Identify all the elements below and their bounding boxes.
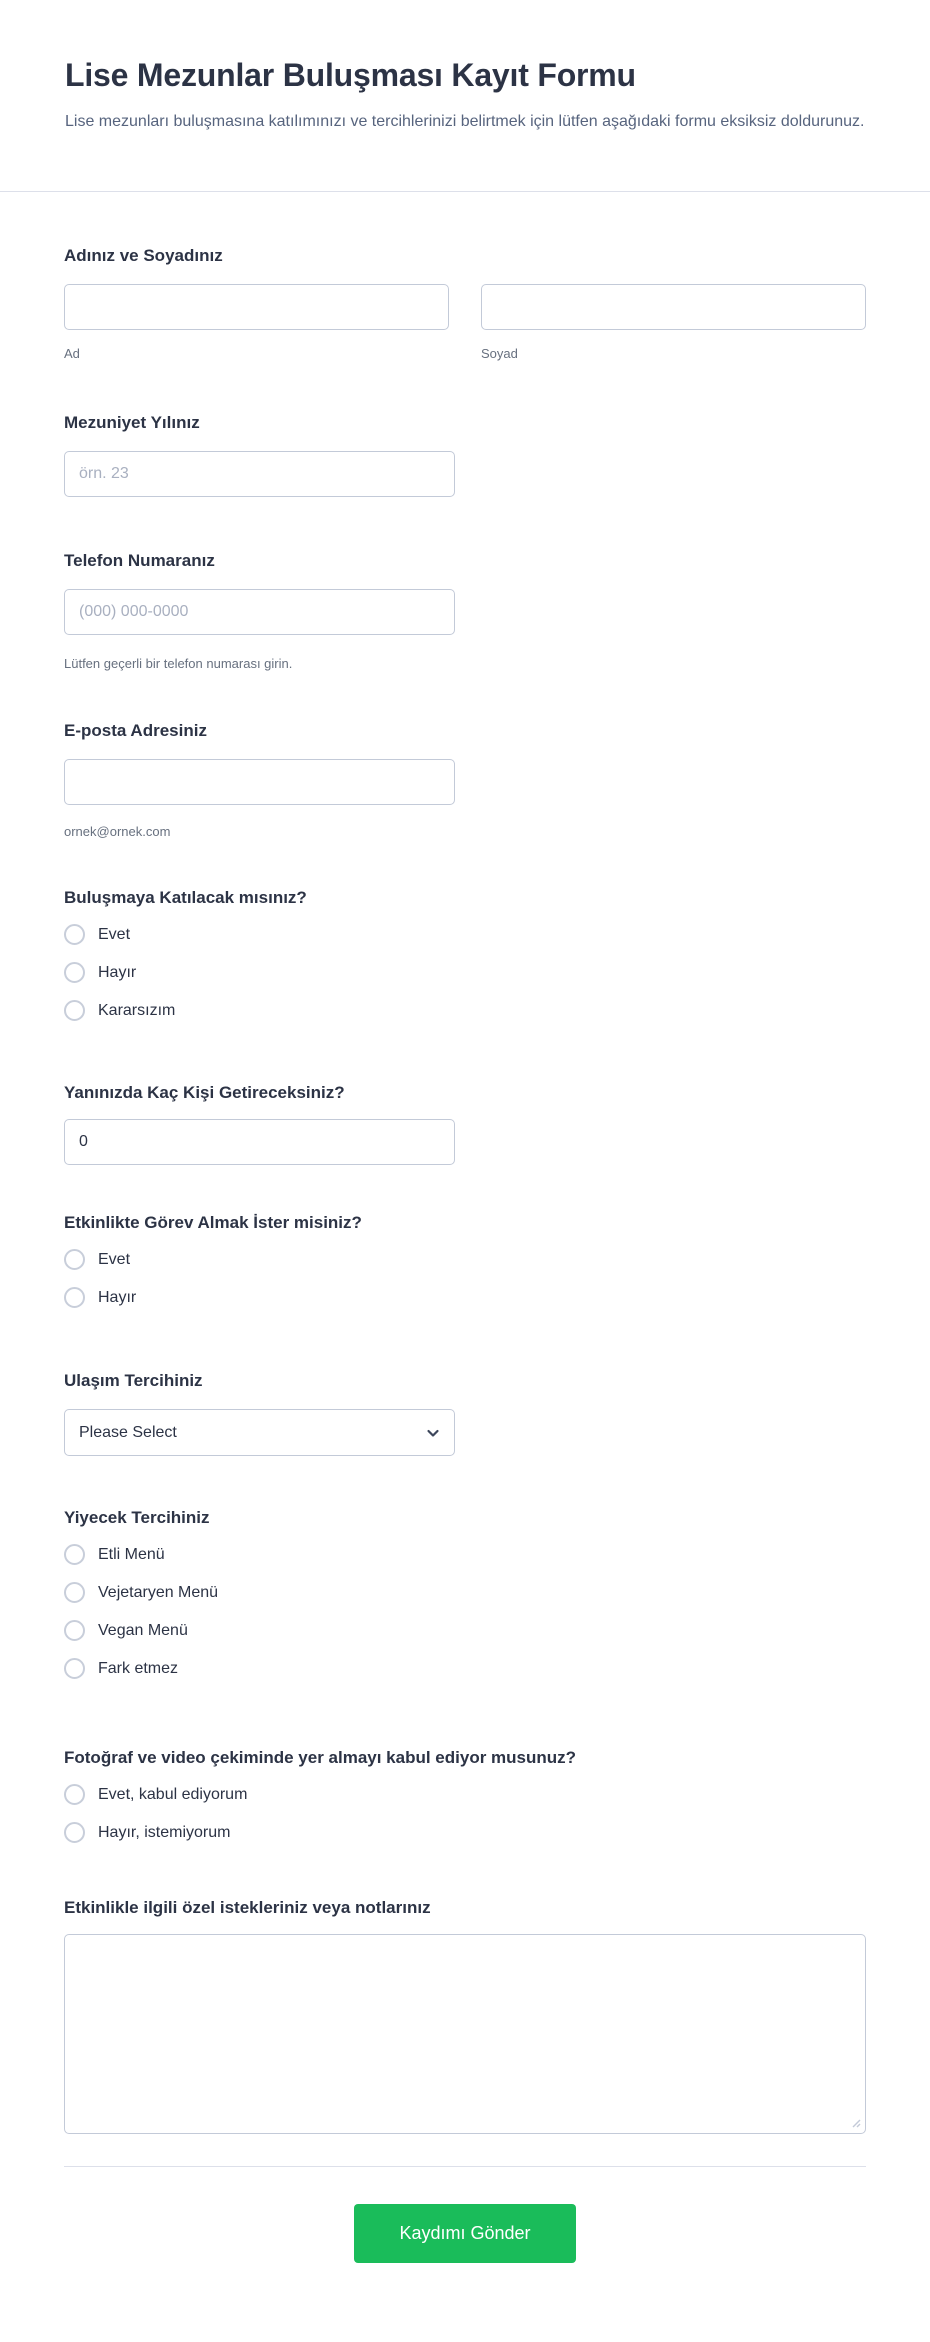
grad-year-label: Mezuniyet Yılınız [64,413,200,433]
question-attendance [64,886,866,1023]
header-divider [0,191,930,192]
attendance-label: Buluşmaya Katılacak mısınız? [64,888,307,908]
volunteer-options [64,1247,866,1310]
form-footer [0,2167,930,2314]
radio-option-label: Kararsızım [98,1001,176,1019]
radio-option-label: Evet [98,1250,131,1268]
last-name-input[interactable] [481,284,866,330]
radio-icon[interactable] [64,1000,85,1021]
notes-textarea-wrap [64,1934,866,2134]
attendance-options [64,922,866,1023]
media-consent-options [64,1782,866,1845]
transport-select-wrap [64,1409,455,1456]
notes-label: Etkinlikle ilgili özel istekleriniz veya notlarınız [64,1898,431,1918]
food-options [64,1542,866,1681]
radio-option-label: Vejetaryen Menü [98,1583,219,1601]
notes-textarea[interactable] [64,1934,866,2134]
radio-icon[interactable] [64,1658,85,1679]
radio-icon[interactable] [64,1582,85,1603]
question-fullname [64,244,866,362]
form-header [0,0,930,191]
radio-icon[interactable] [64,1822,85,1843]
submit-button[interactable]: Kaydımı Gönder [354,2204,576,2263]
attendance-option-hayir[interactable] [64,960,136,985]
question-media-consent [64,1746,866,1845]
guest-count-label: Yanınızda Kaç Kişi Getireceksiniz? [64,1083,345,1103]
form-description: Lise mezunları buluşmasına katılımınızı ve tercihlerinizi belirtmek için lütfen aşağıdaki formu eksiksiz doldurunuz. [65,113,865,131]
phone-input[interactable] [64,589,455,635]
attendance-option-kararsizim[interactable] [64,998,175,1023]
question-food [64,1506,866,1681]
food-option-vegan[interactable] [64,1618,188,1643]
question-grad-year [64,411,866,497]
radio-icon[interactable] [64,1620,85,1641]
radio-icon[interactable] [64,962,85,983]
email-hint: ornek@ornek.com [64,824,171,840]
question-notes [64,1896,866,2134]
food-option-farketmez[interactable] [64,1656,178,1681]
radio-option-label: Hayır [98,1288,137,1306]
radio-icon[interactable] [64,1544,85,1565]
grad-year-input[interactable] [64,451,455,497]
radio-icon[interactable] [64,1287,85,1308]
question-transport [64,1369,866,1456]
question-email [64,719,866,840]
attendance-option-evet[interactable] [64,922,130,947]
radio-option-label: Etli Menü [98,1545,165,1563]
food-label: Yiyecek Tercihiniz [64,1508,210,1528]
radio-icon[interactable] [64,1784,85,1805]
last-name-column [481,284,866,362]
first-name-input[interactable] [64,284,449,330]
email-input[interactable] [64,759,455,805]
volunteer-option-hayir[interactable] [64,1285,136,1310]
radio-option-label: Evet [98,925,131,943]
last-name-sublabel: Soyad [481,346,518,362]
question-volunteer [64,1211,866,1310]
first-name-column [64,284,449,362]
fullname-columns [64,284,866,362]
volunteer-option-evet[interactable] [64,1247,130,1272]
guest-count-input[interactable] [64,1119,455,1165]
question-phone [64,549,866,672]
radio-icon[interactable] [64,924,85,945]
transport-label: Ulaşım Tercihiniz [64,1371,203,1391]
volunteer-label: Etkinlikte Görev Almak İster misiniz? [64,1213,362,1233]
media-consent-option-evet[interactable] [64,1782,247,1807]
media-consent-label: Fotoğraf ve video çekiminde yer almayı kabul ediyor musunuz? [64,1748,577,1768]
radio-icon[interactable] [64,1249,85,1270]
fullname-label: Adınız ve Soyadınız [64,246,223,266]
question-guest-count [64,1081,866,1165]
transport-select[interactable] [64,1409,455,1456]
radio-option-label: Fark etmez [98,1659,179,1677]
food-option-etli[interactable] [64,1542,165,1567]
media-consent-option-hayir[interactable] [64,1820,230,1845]
food-option-vejetaryen[interactable] [64,1580,218,1605]
form-title: Lise Mezunlar Buluşması Kayıt Formu [65,57,636,93]
first-name-sublabel: Ad [64,346,80,362]
radio-option-label: Hayır [98,963,137,981]
phone-label: Telefon Numaranız [64,551,215,571]
radio-option-label: Hayır, istemiyorum [98,1823,231,1841]
radio-option-label: Evet, kabul ediyorum [98,1785,248,1803]
radio-option-label: Vegan Menü [98,1621,188,1639]
form-body [0,244,930,2167]
email-label: E-posta Adresiniz [64,721,207,741]
phone-hint: Lütfen geçerli bir telefon numarası girin. [64,656,293,672]
